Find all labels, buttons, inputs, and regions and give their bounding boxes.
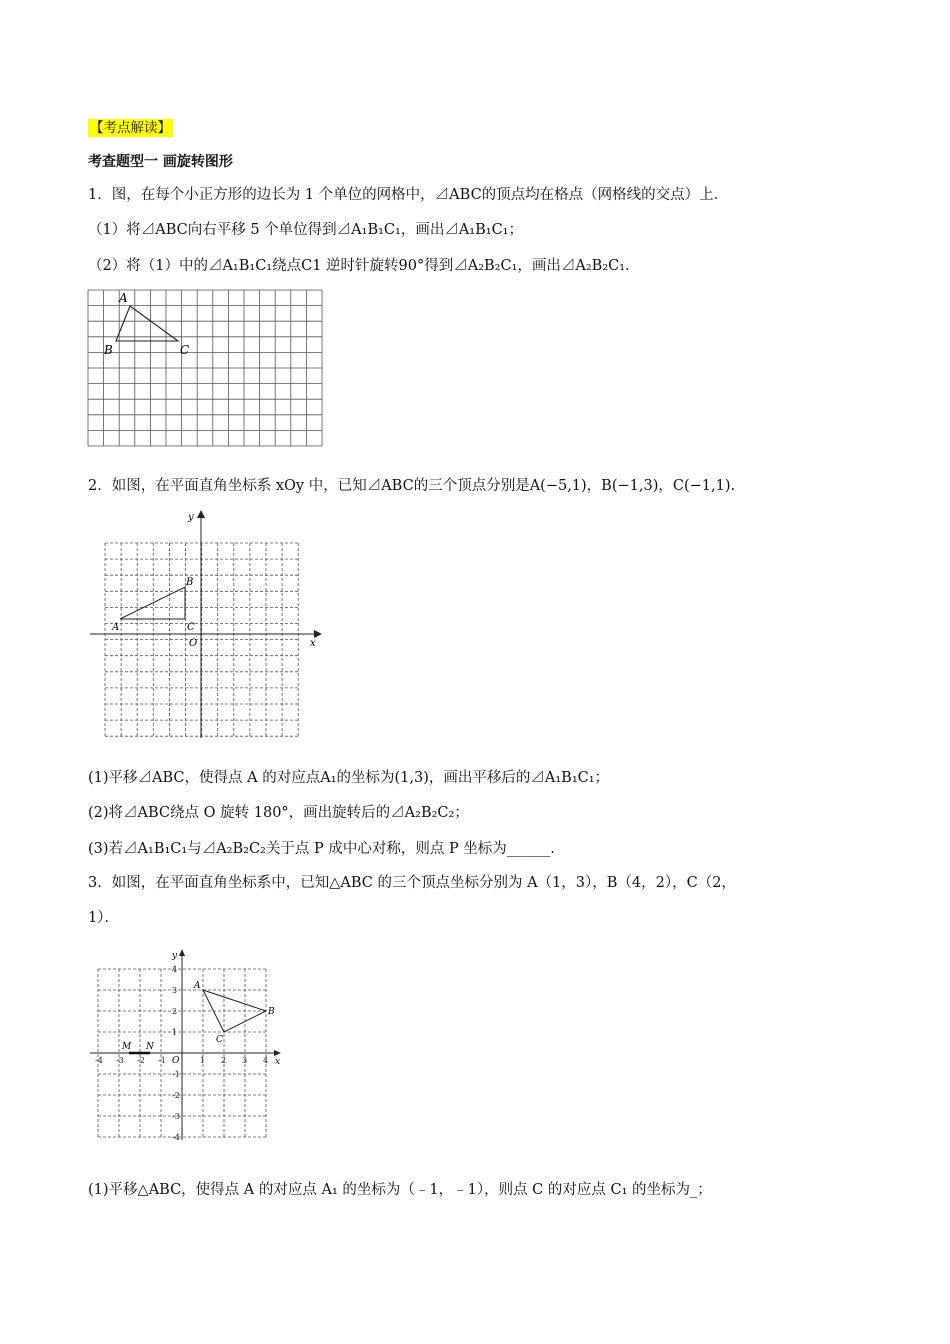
q3-x-tick-label: 3 xyxy=(242,1056,248,1065)
q3-y-tick-label: -2 xyxy=(172,1091,180,1100)
q3-x-tick-label: 1 xyxy=(200,1056,206,1065)
q2-label-a: A xyxy=(112,622,120,633)
q3-figure xyxy=(86,944,286,1144)
q3-y-tick-label: 4 xyxy=(172,965,178,974)
q2-label-x: x xyxy=(310,638,316,649)
q1-stem: 1．图，在每个小正方形的边长为 1 个单位的网格中，⊿ABC的顶点均在格点（网格线的交点）上． xyxy=(88,187,729,203)
q3-x-tick-label: -4 xyxy=(95,1056,103,1065)
q3-y-tick-label: -4 xyxy=(172,1133,180,1142)
q2-part1: (1)平移⊿ABC，使得点 A 的对应点A₁的坐标为(1,3)，画出平移后的⊿A₁B₁C₁； xyxy=(88,770,610,786)
q3-label-n: N xyxy=(146,1042,154,1052)
q3-y-tick-label: 3 xyxy=(172,986,178,995)
q2-grid xyxy=(105,543,298,736)
q3-y-tick-label: -3 xyxy=(172,1112,180,1121)
q2-x-arrow xyxy=(314,630,322,638)
q3-y-tick-label: -1 xyxy=(172,1070,180,1079)
q3-stem-line1: 3．如图，在平面直角坐标系中，已知△ABC 的三个顶点坐标分别为 A（1，3），B（4，2），C（2， xyxy=(88,875,736,891)
q3-stem-line2: 1）． xyxy=(88,910,119,926)
q2-label-c: C xyxy=(187,622,195,633)
q3-label-a: A xyxy=(194,981,201,991)
q2-part2: (2)将⊿ABC绕点 O 旋转 180°，画出旋转后的⊿A₂B₂C₂； xyxy=(88,805,469,821)
q2-label-b: B xyxy=(186,577,194,588)
q1-part2: （2）将（1）中的⊿A₁B₁C₁绕点C1 逆时针旋转90°得到⊿A₂B₂C₁，画出⊿A₂B₂C₁． xyxy=(88,258,640,274)
q3-part1: (1)平移△ABC，使得点 A 的对应点 A₁ 的坐标为（﹣1，﹣1），则点 C 的对应点 C₁ 的坐标为_； xyxy=(88,1182,712,1198)
q3-label-o: O xyxy=(172,1056,180,1066)
q3-label-y: y xyxy=(172,951,178,961)
q2-figure xyxy=(88,506,324,742)
section-tag: 【考点解读】 xyxy=(90,120,171,136)
q1-part1: （1）将⊿ABC向右平移 5 个单位得到⊿A₁B₁C₁，画出⊿A₁B₁C₁； xyxy=(88,222,523,238)
q3-x-tick-label: -1 xyxy=(158,1056,166,1065)
q3-y-arrow xyxy=(179,949,185,956)
q3-x-tick-label: 2 xyxy=(221,1056,227,1065)
section-title: 考查题型一 画旋转图形 xyxy=(88,154,233,170)
q2-y-arrow xyxy=(197,510,205,518)
q2-part3: (3)若⊿A₁B₁C₁与⊿A₂B₂C₂关于点 P 成中心对称，则点 P 坐标为______. xyxy=(88,841,555,857)
q1-grid xyxy=(88,290,322,446)
q3-x-tick-label: -3 xyxy=(116,1056,124,1065)
q2-stem: 2．如图，在平面直角坐标系 xOy 中，已知⊿ABC的三个顶点分别是A(−5,1)，B(−1,3)，C(−1,1). xyxy=(88,478,736,494)
q3-label-m: M xyxy=(122,1042,132,1052)
q3-x-tick-label: 4 xyxy=(263,1056,269,1065)
q3-label-b: B xyxy=(268,1007,275,1017)
q2-label-y: y xyxy=(188,512,194,523)
q1-label-b: B xyxy=(104,343,113,357)
q1-label-c: C xyxy=(180,343,190,357)
q3-y-tick-label: 1 xyxy=(172,1028,178,1037)
q1-label-a: A xyxy=(119,291,128,305)
q2-label-o: O xyxy=(189,638,198,649)
q2-triangle-abc xyxy=(120,587,185,619)
q3-y-tick-label: 2 xyxy=(172,1007,178,1016)
q3-x-arrow xyxy=(274,1050,281,1056)
q3-label-x: x xyxy=(275,1057,281,1067)
q1-triangle-abc xyxy=(116,306,178,341)
q3-x-tick-label: -2 xyxy=(137,1056,145,1065)
q1-figure xyxy=(80,284,340,450)
q3-label-c: C xyxy=(216,1035,223,1045)
